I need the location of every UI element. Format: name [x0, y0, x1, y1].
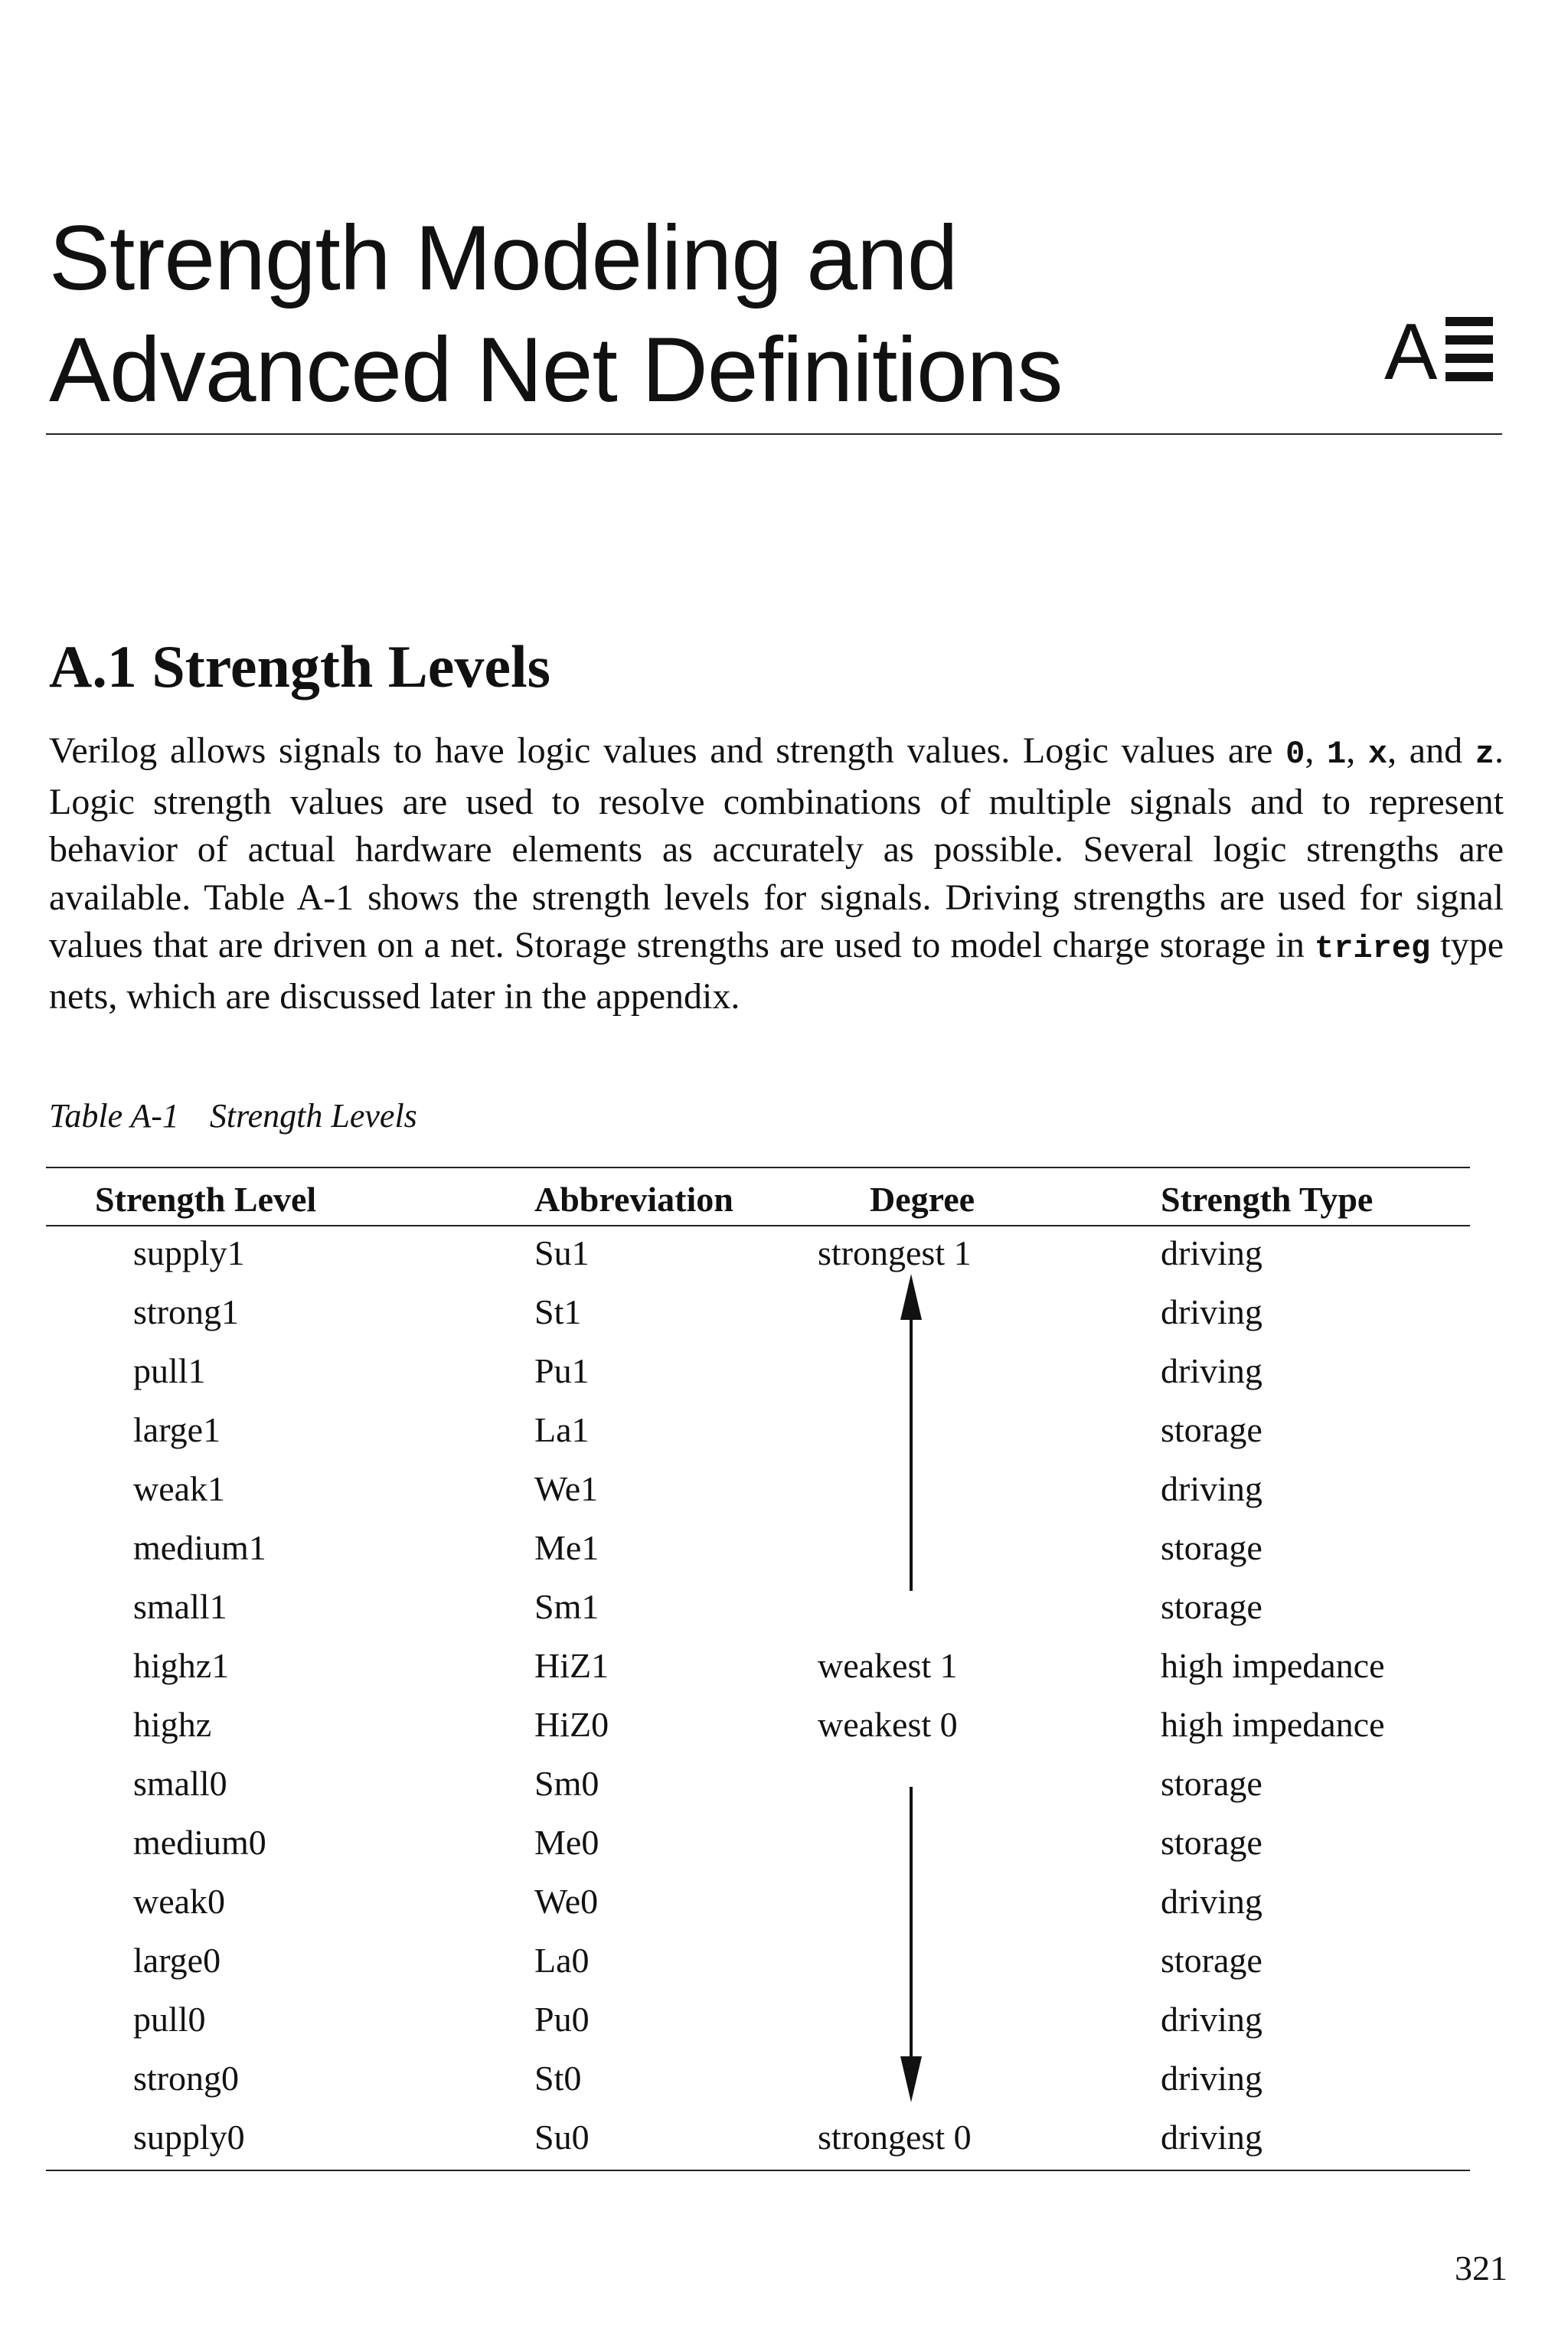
- cell-strength-type: storage: [1161, 1764, 1263, 1803]
- cell-strength-type: storage: [1161, 1941, 1263, 1980]
- cell-abbreviation: HiZ0: [534, 1705, 609, 1744]
- code-value-x: x: [1367, 736, 1388, 772]
- degree-arrows: [865, 1225, 957, 2113]
- table-header-row: [46, 1174, 1470, 1223]
- code-trireg: trireg: [1314, 930, 1431, 967]
- page-number: 321: [1455, 2248, 1508, 2288]
- cell-strength-level: large0: [133, 1941, 221, 1980]
- cell-degree: weakest 1: [818, 1646, 958, 1685]
- cell-abbreviation: Sm0: [534, 1764, 599, 1803]
- table-row: [46, 1754, 1470, 1813]
- cell-abbreviation: La1: [534, 1410, 590, 1449]
- table-caption-title: Strength Levels: [209, 1097, 417, 1135]
- strength-levels-table: [46, 1174, 1470, 2167]
- cell-strength-type: driving: [1161, 1351, 1263, 1390]
- cell-strength-level: medium0: [133, 1823, 266, 1862]
- section-heading: A.1 Strength Levels: [49, 633, 551, 700]
- cell-strength-level: weak0: [133, 1882, 226, 1921]
- cell-strength-level: pull1: [133, 1351, 206, 1390]
- table-row: [46, 1872, 1470, 1931]
- chapter-title-line-1: Strength Modeling and: [49, 207, 958, 309]
- cell-abbreviation: La0: [534, 1941, 590, 1980]
- separator: ,: [1346, 730, 1368, 771]
- cell-strength-level: small0: [133, 1764, 227, 1803]
- chapter-title-line-2: Advanced Net Definitions: [49, 318, 1063, 421]
- code-value-z: z: [1475, 736, 1495, 772]
- column-header-abbreviation: Abbreviation: [534, 1179, 733, 1219]
- table-row: [46, 1518, 1470, 1577]
- cell-strength-level: large1: [133, 1410, 221, 1449]
- separator: , and: [1387, 730, 1475, 771]
- cell-strength-type: driving: [1161, 2118, 1263, 2157]
- cell-abbreviation: Me1: [534, 1528, 599, 1567]
- table-caption: [49, 1096, 417, 1135]
- appendix-letter: A: [1384, 308, 1438, 397]
- table-row: [46, 1282, 1470, 1341]
- cell-strength-type: high impedance: [1161, 1646, 1385, 1685]
- cell-abbreviation: HiZ1: [534, 1646, 609, 1685]
- cell-abbreviation: Su0: [534, 2118, 590, 2157]
- cell-abbreviation: St0: [534, 2059, 582, 2098]
- table-row: [46, 1931, 1470, 1990]
- cell-strength-level: supply1: [133, 1233, 245, 1272]
- table-row: [46, 1223, 1470, 1282]
- column-header-type: Strength Type: [1161, 1179, 1374, 1219]
- separator: ,: [1305, 730, 1327, 771]
- cell-strength-type: storage: [1161, 1587, 1263, 1626]
- cell-abbreviation: Su1: [534, 1233, 590, 1272]
- cell-strength-type: driving: [1161, 2000, 1263, 2039]
- cell-strength-type: driving: [1161, 2059, 1263, 2098]
- cell-strength-type: storage: [1161, 1823, 1263, 1862]
- table-bottom-rule: [46, 2170, 1470, 2171]
- cell-strength-type: driving: [1161, 1469, 1263, 1508]
- cell-strength-level: supply0: [133, 2118, 245, 2157]
- table-top-rule: [46, 1167, 1470, 1168]
- table-row: [46, 2108, 1470, 2167]
- column-header-degree: Degree: [870, 1179, 975, 1219]
- table-row: [46, 1636, 1470, 1695]
- cell-strength-level: highz1: [133, 1646, 230, 1685]
- arrow-down-icon: [900, 2056, 922, 2102]
- cell-abbreviation: Sm1: [534, 1587, 599, 1626]
- cell-strength-level: strong0: [133, 2059, 239, 2098]
- cell-abbreviation: Pu1: [534, 1351, 590, 1390]
- cell-strength-type: high impedance: [1161, 1705, 1385, 1744]
- cell-strength-level: highz: [133, 1705, 212, 1744]
- table-row: [46, 1813, 1470, 1872]
- cell-strength-type: storage: [1161, 1410, 1263, 1449]
- cell-strength-type: storage: [1161, 1528, 1263, 1567]
- appendix-bars-icon: [1446, 317, 1493, 383]
- code-value-1: 1: [1327, 736, 1347, 772]
- table-row: [46, 1695, 1470, 1754]
- table-row: [46, 2049, 1470, 2108]
- table-row: [46, 1577, 1470, 1636]
- chapter-title: [49, 202, 1062, 426]
- cell-strength-type: driving: [1161, 1292, 1263, 1331]
- table-row: [46, 1990, 1470, 2049]
- table-row: [46, 1341, 1470, 1400]
- table-caption-label: Table A-1: [49, 1097, 179, 1135]
- cell-degree: strongest 1: [818, 1233, 972, 1272]
- cell-degree: weakest 0: [818, 1705, 958, 1744]
- cell-strength-type: driving: [1161, 1233, 1263, 1272]
- cell-abbreviation: Pu0: [534, 2000, 590, 2039]
- body-text-1: Verilog allows signals to have logic values and strength values. Logic values are: [49, 730, 1286, 771]
- cell-abbreviation: We1: [534, 1469, 599, 1508]
- cell-strength-level: medium1: [133, 1528, 266, 1567]
- cell-strength-level: weak1: [133, 1469, 226, 1508]
- cell-abbreviation: St1: [534, 1292, 582, 1331]
- cell-degree: strongest 0: [818, 2118, 972, 2157]
- title-divider: [46, 433, 1502, 435]
- cell-strength-level: pull0: [133, 2000, 206, 2039]
- cell-strength-level: small1: [133, 1587, 227, 1626]
- cell-strength-level: strong1: [133, 1292, 239, 1331]
- arrow-up-icon: [900, 1274, 922, 1320]
- body-text-2: . Logic strength values are used to resolve combinations of multiple signals and to represent behavior of actual hardware elements as accurately as possible. Several logic strengths are available. Table A-1 shows the strength levels for signals. Driving strengths are used for signal values that are driven on a net. Storage strengths are used to model charge storage in: [49, 730, 1504, 965]
- body-paragraph: [49, 727, 1504, 1021]
- code-value-0: 0: [1285, 736, 1305, 772]
- table-row: [46, 1459, 1470, 1518]
- body-text-3: type nets, which are discussed later in the appendix.: [49, 925, 1504, 1017]
- cell-strength-type: driving: [1161, 1882, 1263, 1921]
- column-header-level: Strength Level: [95, 1179, 317, 1219]
- table-row: [46, 1400, 1470, 1459]
- cell-abbreviation: Me0: [534, 1823, 599, 1862]
- cell-abbreviation: We0: [534, 1882, 599, 1921]
